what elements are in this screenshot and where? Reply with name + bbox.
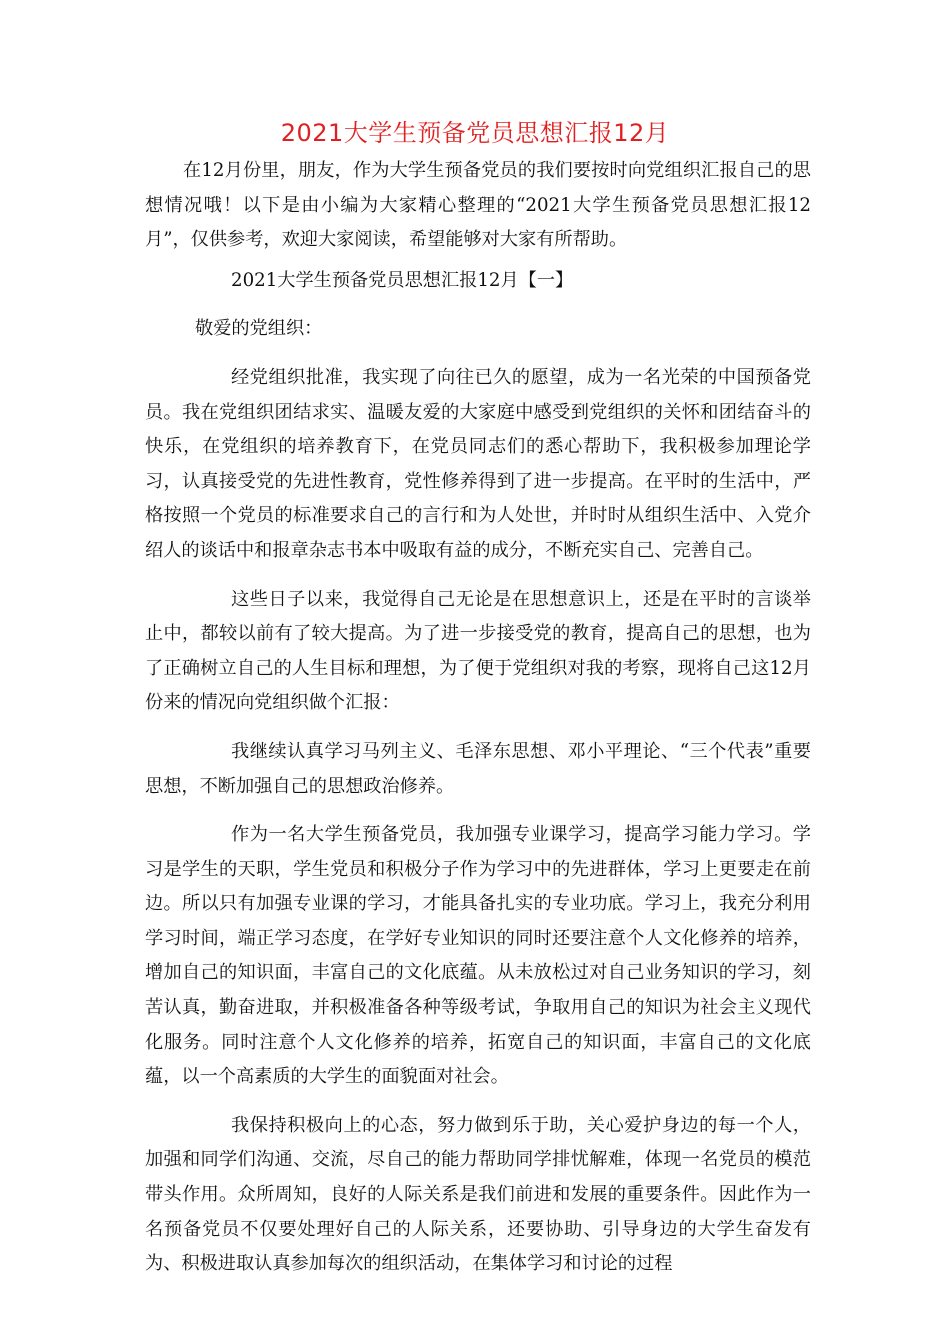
intro-paragraph: 在12月份里，朋友，作为大学生预备党员的我们要按时向党组织汇报自己的思想情况哦！以下是由小编为大家精心整理的“2021大学生预备党员思想汇报12月”，仅供参考，欢迎大家阅读，希望能够对大家有所帮助。 [145, 160, 811, 251]
body-paragraph-5: 我保持积极向上的心态，努力做到乐于助，关心爱护身边的每一个人，加强和同学们沟通、交流，尽自己的能力帮助同学排忧解难，体现一名党员的模范带头作用。众所周知，良好的人际关系是我们前进和发展的重要条件。因此作为一名预备党员不仅要处理好自己的人际关系，还要协助、引导身边的大学生奋发有为、积极进取认真参加每次的组织活动，在集体学习和讨论的过程 [145, 1114, 811, 1275]
body-paragraph-3: 我继续认真学习马列主义、毛泽东思想、邓小平理论、“三个代表”重要思想，不断加强自己的思想政治修养。 [145, 740, 811, 797]
document-body [145, 154, 811, 1282]
section-heading: 2021大学生预备党员思想汇报12月【一】 [231, 269, 574, 291]
body-paragraph-2: 这些日子以来，我觉得自己无论是在思想意识上，还是在平时的言谈举止中，都较以前有了较大提高。为了进一步接受党的教育，提高自己的思想，也为了正确树立自己的人生目标和理想，为了便于党组织对我的考察，现将自己这12月份来的情况向党组织做个汇报： [145, 588, 811, 714]
body-paragraph-1: 经党组织批准，我实现了向往已久的愿望，成为一名光荣的中国预备党员。我在党组织团结求实、温暖友爱的大家庭中感受到党组织的关怀和团结奋斗的快乐，在党组织的培养教育下，在党员同志们的悉心帮助下，我积极参加理论学习，认真接受党的先进性教育，党性修养得到了进一步提高。在平时的生活中，严格按照一个党员的标准要求自己的言行和为人处世，并时时从组织生活中、入党介绍人的谈话中和报章杂志书本中吸取有益的成分，不断充实自己、完善自己。 [145, 366, 811, 561]
document-title: 2021大学生预备党员思想汇报12月 [280, 119, 670, 147]
body-paragraph-4: 作为一名大学生预备党员，我加强专业课学习，提高学习能力学习。学习是学生的天职，学生党员和积极分子作为学习中的先进群体，学习上更要走在前边。所以只有加强专业课的学习，才能具备扎实的专业功底。学习上，我充分利用学习时间，端正学习态度，在学好专业知识的同时还要注意个人文化修养的培养，增加自己的知识面，丰富自己的文化底蕴。从未放松过对自己业务知识的学习，刻苦认真，勤奋进取，并积极准备各种等级考试，争取用自己的知识为社会主义现代化服务。同时注意个人文化修养的培养，拓宽自己的知识面，丰富自己的文化底蕴，以一个高素质的大学生的面貌面对社会。 [145, 824, 811, 1088]
salutation: 敬爱的党组织： [195, 318, 323, 340]
